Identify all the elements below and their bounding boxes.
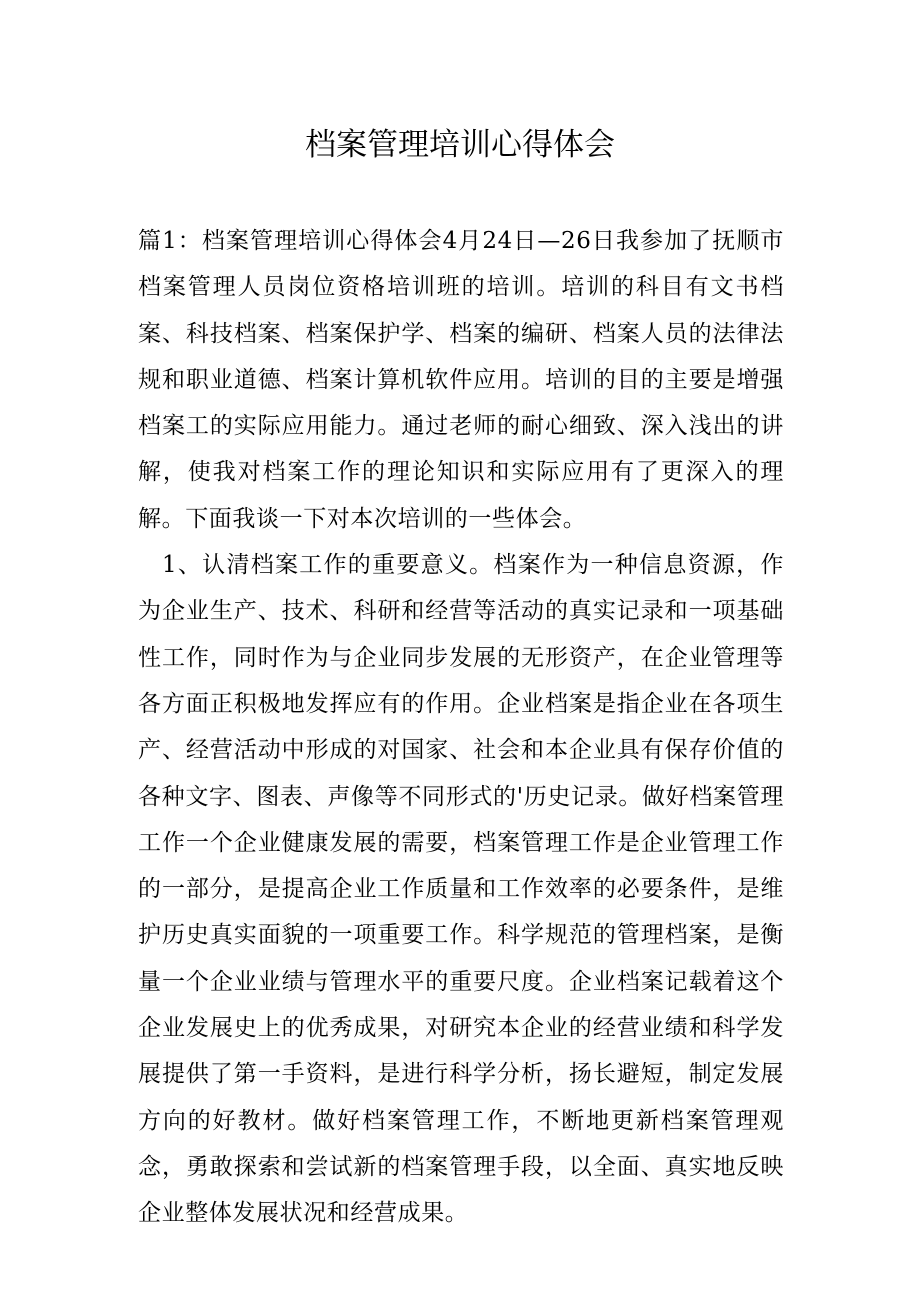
document-body xyxy=(138,218,784,1237)
document-title: 档案管理培训心得体会 xyxy=(305,127,615,163)
paragraph-point-1: 1、认清档案工作的重要意义。档案作为一种信息资源，作为企业生产、技术、科研和经营等活动的真实记录和一项基础性工作，同时作为与企业同步发展的无形资产，在企业管理等各方面正积极地发挥应有的作用。企业档案是指企业在各项生产、经营活动中形成的对国家、社会和本企业具有保存价值的各种文字、图表、声像等不同形式的'历史记录。做好档案管理工作一个企业健康发展的需要，档案管理工作是企业管理工作的一部分，是提高企业工作质量和工作效率的必要条件，是维护历史真实面貌的一项重要工作。科学规范的管理档案，是衡量一个企业业绩与管理水平的重要尺度。企业档案记载着这个企业发展史上的优秀成果，对研究本企业的经营业绩和科学发展提供了第一手资料，是进行科学分析，扬长避短，制定发展方向的好教材。做好档案管理工作，不断地更新档案管理观念，勇敢探索和尝试新的档案管理手段，以全面、真实地反映企业整体发展状况和经营成果。 xyxy=(138,552,784,1227)
paragraph-intro: 篇1：档案管理培训心得体会4月24日—26日我参加了抚顺市档案管理人员岗位资格培训班的培训。培训的科目有文书档案、科技档案、档案保护学、档案的编研、档案人员的法律法规和职业道德、档案计算机软件应用。培训的目的主要是增强档案工的实际应用能力。通过老师的耐心细致、深入浅出的讲解，使我对档案工作的理论知识和实际应用有了更深入的理解。下面我谈一下对本次培训的一些体会。 xyxy=(138,228,784,532)
